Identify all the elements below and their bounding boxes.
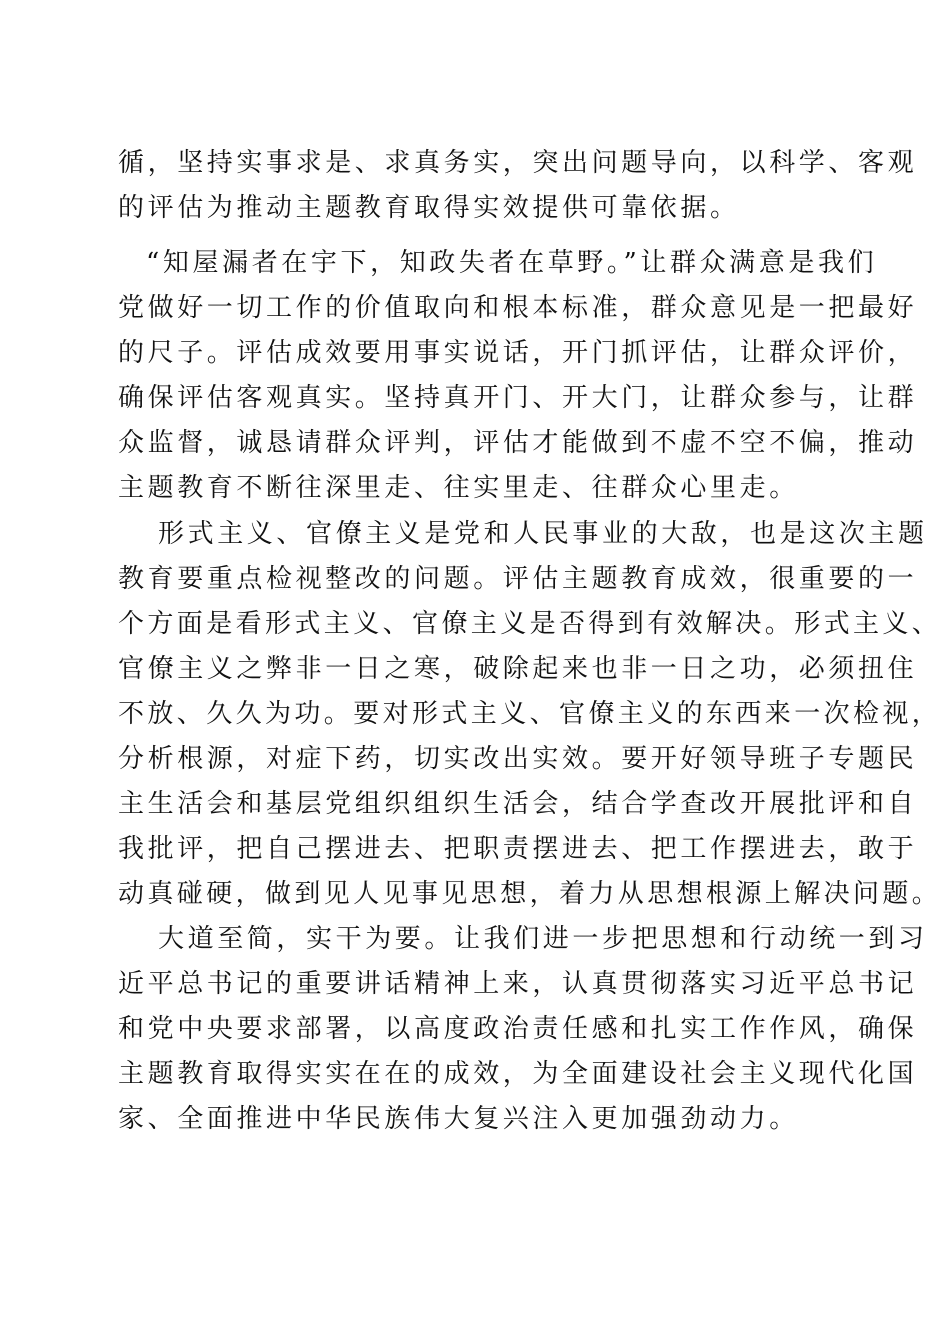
text-line: 不放、久久为功。要对形式主义、官僚主义的东西来一次检视， xyxy=(118,699,942,729)
text-line: 形式主义、官僚主义是党和人民事业的大敌，也是这次主题 xyxy=(158,519,928,549)
text-line: 分析根源，对症下药，切实改出实效。要开好领导班子专题民 xyxy=(118,744,918,774)
text-line: 大道至简，实干为要。让我们进一步把思想和行动统一到习 xyxy=(158,924,928,954)
text-line: 我批评，把自己摆进去、把职责摆进去、把工作摆进去，敢于 xyxy=(118,834,918,864)
text-line: 官僚主义之弊非一日之寒，破除起来也非一日之功，必须扭住 xyxy=(118,654,918,684)
text-line: 个方面是看形式主义、官僚主义是否得到有效解决。形式主义、 xyxy=(118,609,942,639)
text-line: 主题教育取得实实在在的成效，为全面建设社会主义现代化国 xyxy=(118,1059,918,1089)
text-line: 确保评估客观真实。坚持真开门、开大门，让群众参与，让群 xyxy=(118,383,918,413)
text-line: 党做好一切工作的价值取向和根本标准，群众意见是一把最好 xyxy=(118,293,918,323)
text-line: 动真碰硬，做到见人见事见思想，着力从思想根源上解决问题。 xyxy=(118,879,942,909)
text-line: 教育要重点检视整改的问题。评估主题教育成效，很重要的一 xyxy=(118,564,918,594)
text-line: 和党中央要求部署，以高度政治责任感和扎实工作作风，确保 xyxy=(118,1014,918,1044)
text-line: 主生活会和基层党组织组织生活会，结合学查改开展批评和自 xyxy=(118,789,918,819)
text-line: 的尺子。评估成效要用事实说话，开门抓评估，让群众评价， xyxy=(118,338,918,368)
text-line: 家、全面推进中华民族伟大复兴注入更加强劲动力。 xyxy=(118,1104,799,1134)
text-line: “知屋漏者在宇下，知政失者在草野。”让群众满意是我们 xyxy=(146,248,878,278)
text-line: 的评估为推动主题教育取得实效提供可靠依据。 xyxy=(118,193,740,223)
text-line: 众监督，诚恳请群众评判，评估才能做到不虚不空不偏，推动 xyxy=(118,428,918,458)
text-line: 近平总书记的重要讲话精神上来，认真贯彻落实习近平总书记 xyxy=(118,969,918,999)
text-line: 主题教育不断往深里走、往实里走、往群众心里走。 xyxy=(118,473,799,503)
text-line: 循，坚持实事求是、求真务实，突出问题导向，以科学、客观 xyxy=(118,148,918,178)
